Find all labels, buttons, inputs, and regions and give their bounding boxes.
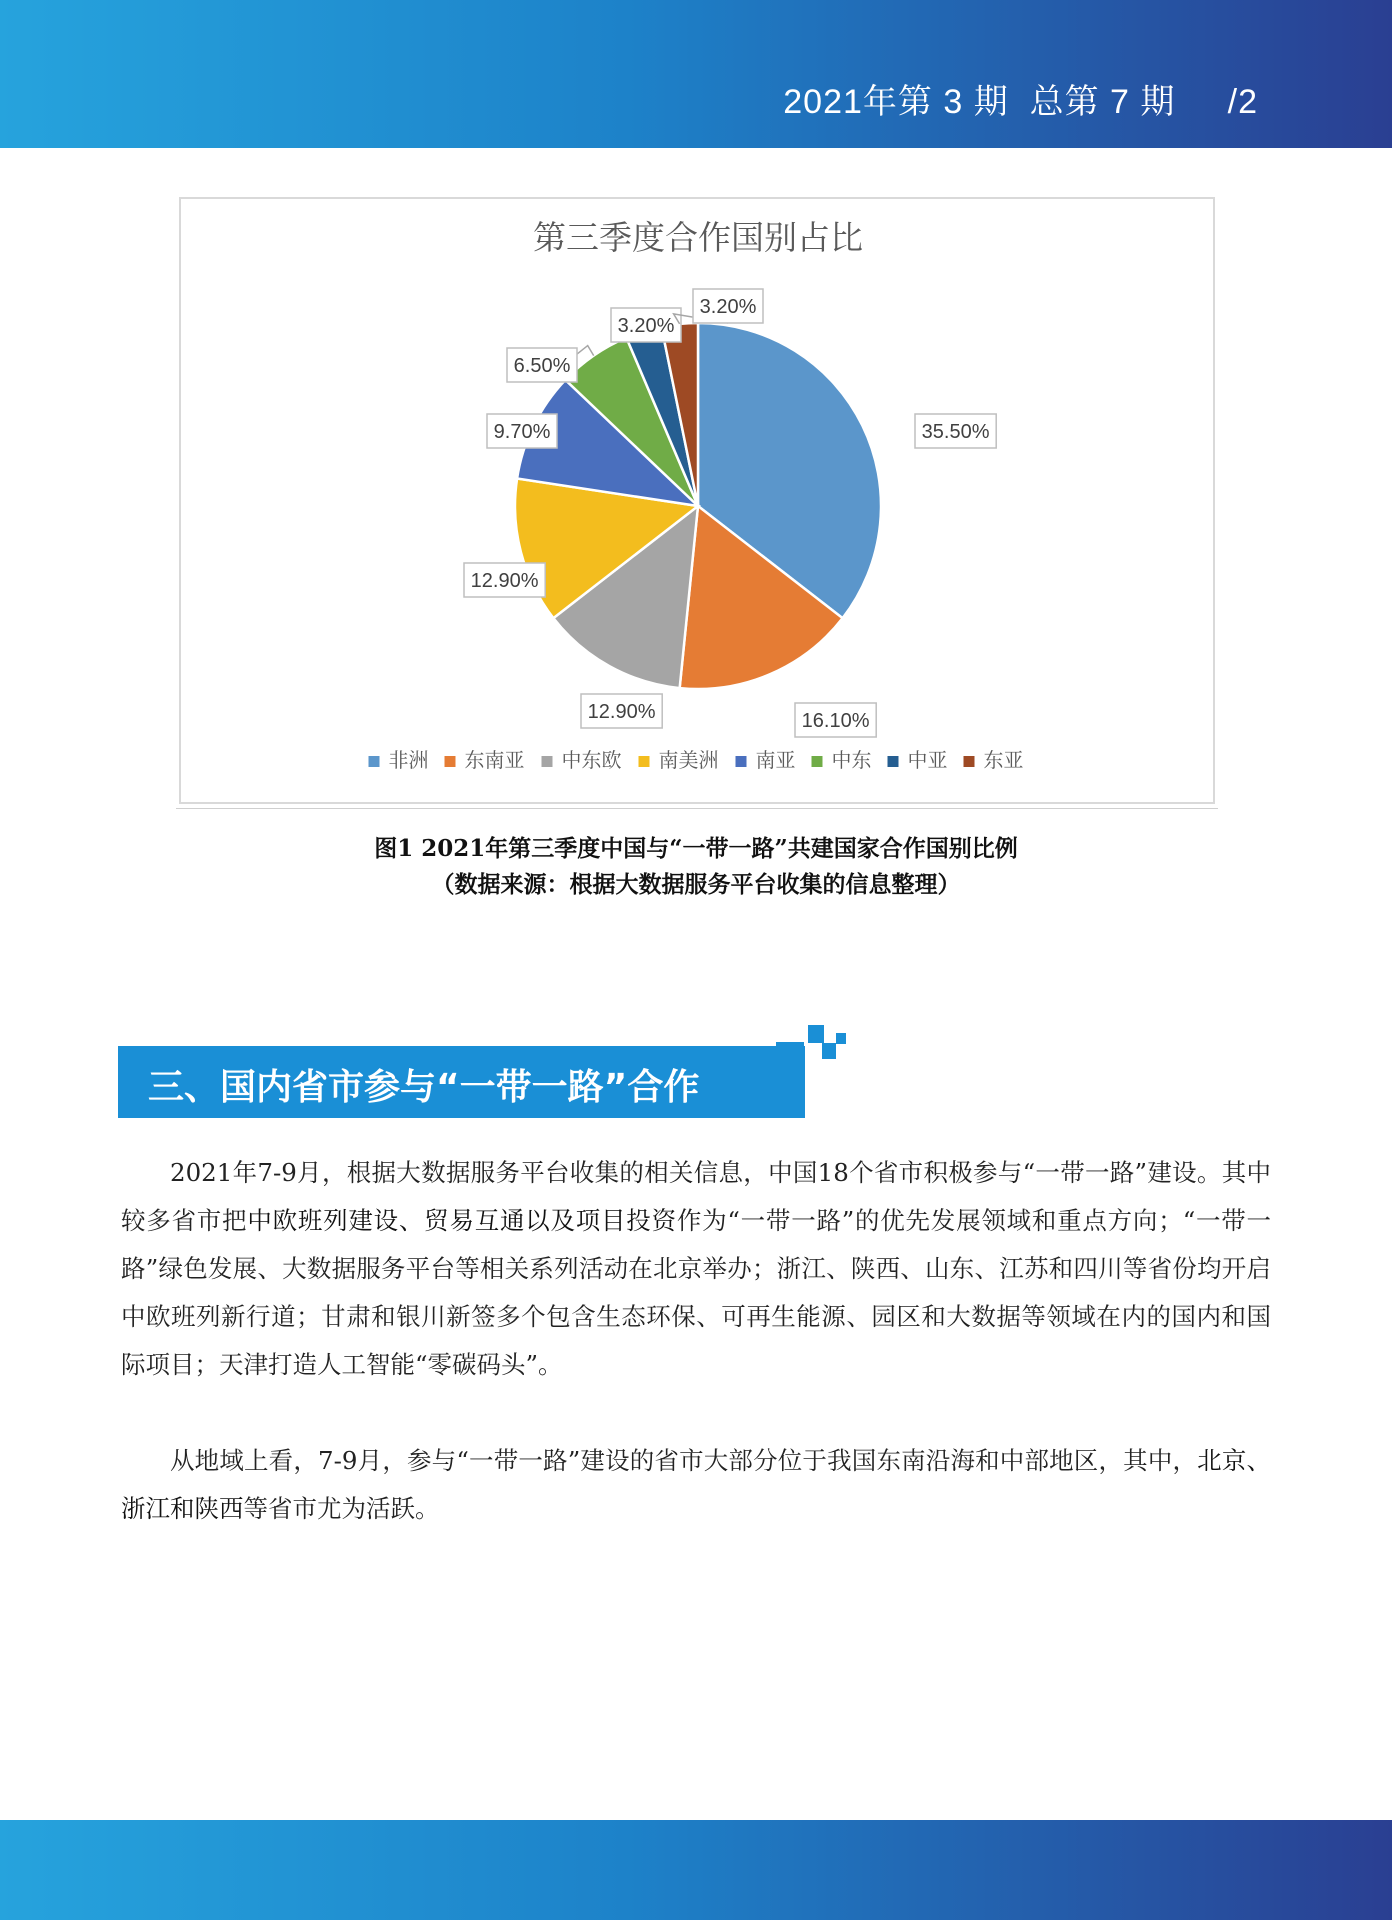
pie-chart bbox=[181, 199, 1213, 802]
paragraph-2-highlight: 北京、浙江和陕西 bbox=[121, 1446, 1272, 1523]
deco-square bbox=[822, 1043, 836, 1059]
legend-label: 东南亚 bbox=[464, 750, 525, 772]
legend-swatch bbox=[812, 756, 823, 767]
deco-square bbox=[836, 1033, 846, 1044]
deco-square bbox=[808, 1025, 824, 1043]
paragraph-2 bbox=[121, 1437, 1271, 1533]
chart-underline bbox=[176, 808, 1218, 809]
legend-swatch bbox=[369, 756, 380, 767]
legend-label: 南亚 bbox=[755, 750, 796, 772]
legend-label: 中东欧 bbox=[561, 750, 622, 772]
legend-label: 中亚 bbox=[907, 750, 948, 772]
paragraph-1-text-a: 2021年7-9月，根据大数据服务平台收集的相关信息，中国18个省市积极参与“一带一路”建设。其中较多省市把 bbox=[121, 1158, 1271, 1235]
paragraph-1-text-c: 作为“一带一路”的优先发展领域和重点方向；“一带一路”绿色发展、大数据服务平台等相关系列活动在北京举办；浙江、陕西、山东、江苏和四川等省份均开启中欧班列新行道；甘肃和银川新签多个包含生态环保、可再生能源、园区和大数据等领域在内的国内和国际项目；天津打造人工智能“零碳码头”。 bbox=[121, 1206, 1272, 1379]
legend-label: 非洲 bbox=[388, 750, 429, 772]
data-label: 12.90% bbox=[470, 570, 539, 592]
data-label: 16.10% bbox=[801, 710, 870, 732]
legend-swatch bbox=[888, 756, 899, 767]
chart-legend bbox=[369, 749, 1024, 772]
footer-band bbox=[0, 1820, 1392, 1920]
chart-frame bbox=[179, 197, 1215, 804]
figure-source: （数据来源：根据大数据服务平台收集的信息整理） bbox=[431, 871, 961, 898]
section-title: 三、国内省市参与“一带一路”合作 bbox=[148, 1067, 700, 1108]
paragraph-1 bbox=[121, 1149, 1271, 1389]
issue-number: 2021年第 3 期 总第 7 期 /2 bbox=[783, 83, 1258, 121]
deco-square bbox=[776, 1042, 804, 1072]
header-band bbox=[0, 0, 1392, 148]
legend-swatch bbox=[736, 756, 747, 767]
legend-label: 南美洲 bbox=[658, 750, 719, 772]
paragraph-1-highlight: 中欧班列建设、贸易互通以及项目投资 bbox=[247, 1206, 677, 1235]
data-label: 3.20% bbox=[617, 315, 675, 337]
legend-label: 中东 bbox=[831, 750, 872, 772]
legend-label: 东亚 bbox=[983, 750, 1024, 772]
data-label: 35.50% bbox=[921, 421, 990, 443]
data-label: 3.20% bbox=[699, 296, 757, 318]
legend-swatch bbox=[445, 756, 456, 767]
data-label: 9.70% bbox=[493, 421, 551, 443]
data-label: 12.90% bbox=[587, 701, 656, 723]
data-label: 6.50% bbox=[513, 355, 571, 377]
paragraph-2-text-a: 从地域上看，7-9月，参与“一带一路”建设的省市大部分位于我国东南沿海和中部地区，其中， bbox=[170, 1446, 1198, 1475]
figure-caption: 图1 2021年第三季度中国与“一带一路”共建国家合作国别比例 bbox=[374, 835, 1018, 862]
paragraph-2-text-c: 等省市尤为活跃。 bbox=[243, 1494, 440, 1523]
legend-swatch bbox=[639, 756, 650, 767]
chart-title: 第三季度合作国别占比 bbox=[533, 219, 863, 256]
legend-swatch bbox=[964, 756, 975, 767]
legend-swatch bbox=[542, 756, 553, 767]
